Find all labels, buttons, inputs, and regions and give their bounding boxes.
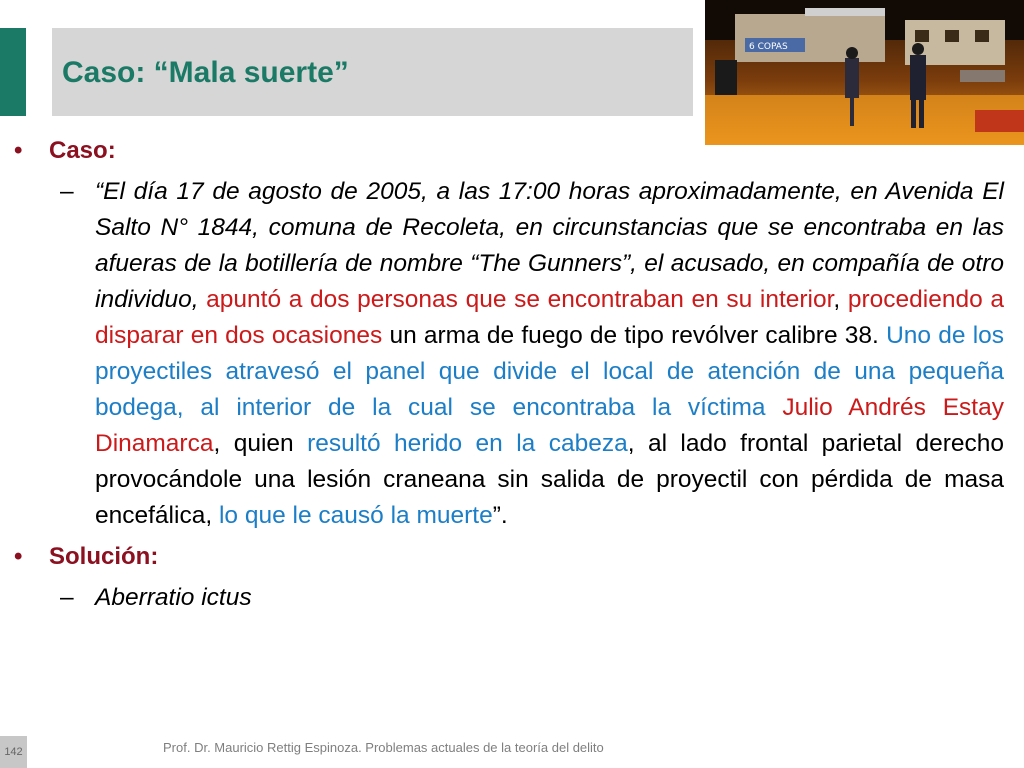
accent-bar (0, 28, 26, 116)
slide-title: Caso: “Mala suerte” (62, 56, 349, 89)
crime-scene-photo (705, 0, 1024, 145)
footer-text: Prof. Dr. Mauricio Rettig Espinoza. Problemas actuales de la teoría del delito (163, 740, 604, 755)
bullet-solucion (14, 540, 1004, 574)
bullet-icon: • (14, 543, 23, 570)
case-highlight-shoot: procediendo a disparar en dos ocasiones (95, 286, 1004, 349)
page-number: 142 (0, 736, 27, 768)
case-text-6: ”. (492, 502, 508, 529)
photo-sign: 6 COPAS (749, 42, 788, 52)
case-highlight-aim: apuntó a dos personas que se encontraban en su interior (206, 286, 834, 313)
case-highlight-projectile: Uno de los proyectiles atravesó el panel que divide el local de atención de una pequeña bodega, al interior de la cual se encontraba la víctima (95, 322, 1005, 421)
case-paragraph (95, 174, 1004, 534)
case-text-5: , al lado frontal parietal derecho provocándole una lesión craneana sin salida de proyectil con pérdida de masa encefálica, (95, 430, 1004, 529)
dash-icon: – (60, 584, 74, 611)
case-text-3: un arma de fuego de tipo revólver calibre 38. (389, 322, 879, 349)
bullet-caso-label: Caso: (49, 137, 116, 164)
case-text-4: , quien (213, 430, 294, 457)
bullet-icon: • (14, 137, 23, 164)
bullet-caso (14, 134, 1004, 168)
solution-text: Aberratio ictus (95, 584, 252, 611)
solution-item (14, 580, 1004, 616)
case-description (14, 174, 1004, 534)
title-box (52, 28, 693, 116)
bullet-solucion-label: Solución: (49, 543, 159, 570)
case-text-1: “El día 17 de agosto de 2005, a las 17:00 horas aproximadamente, en Avenida El Salto N° 1844, comuna de Recoleta, en circunstancias que se encontraba en las afueras de la botillería de nombre “The Gunners”, el acusado, en compañía de otro individuo, (95, 178, 1004, 313)
case-highlight-wounded: resultó herido en la cabeza (307, 430, 628, 457)
dash-icon: – (60, 178, 74, 205)
case-highlight-death: lo que le causó la muerte (218, 502, 493, 529)
case-highlight-victim: Julio Andrés Estay Dinamarca (95, 394, 1004, 457)
case-text-2: , (833, 286, 841, 313)
slide-content (14, 134, 1004, 616)
